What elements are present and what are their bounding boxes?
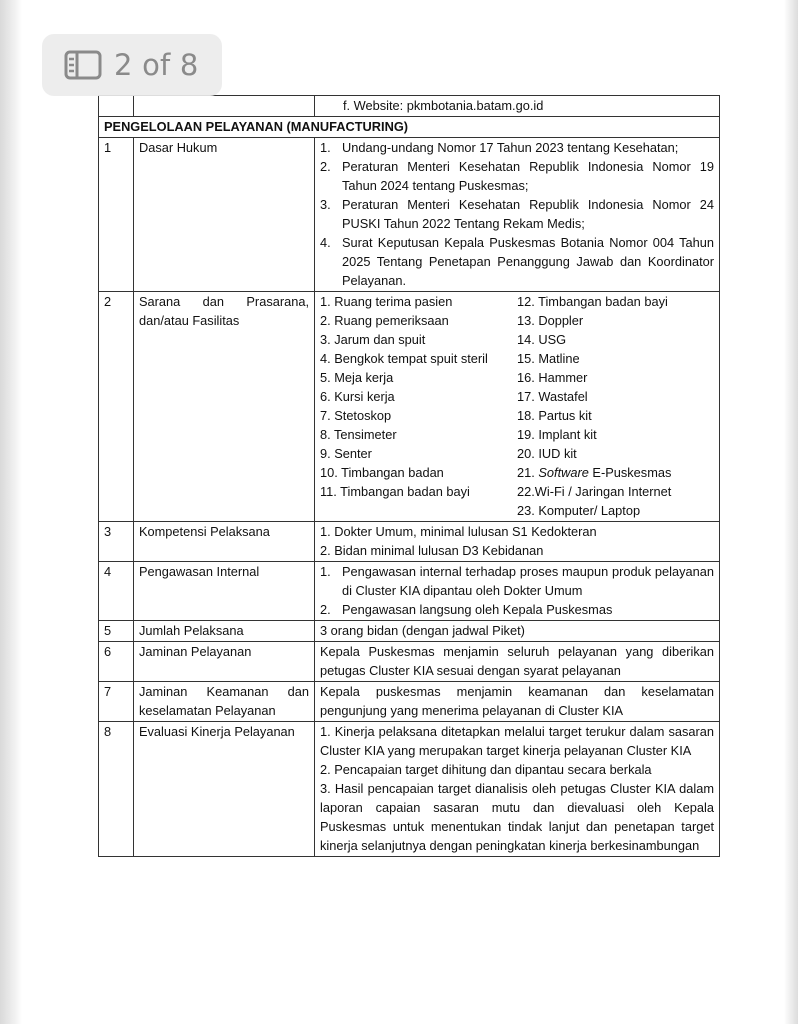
list-item: 1. Ruang terima pasien bbox=[320, 294, 453, 309]
list-item: 7. Stetoskop bbox=[320, 408, 392, 423]
row-number: 2 bbox=[99, 292, 134, 522]
list-item: 3. Peraturan Menteri Kesehatan Republik Indonesia Nomor 24 PUSKI Tahun 2022 Tentang Rekam Medis; bbox=[320, 197, 714, 231]
list-item bbox=[320, 501, 517, 520]
legal-basis-list bbox=[320, 138, 714, 290]
section-header-row bbox=[99, 117, 720, 138]
list-item: 23. Komputer/ Laptop bbox=[517, 503, 641, 518]
row-number: 3 bbox=[99, 522, 134, 562]
service-standard-table bbox=[98, 95, 720, 857]
row-number: 5 bbox=[99, 621, 134, 642]
list-item: 14. USG bbox=[517, 332, 567, 347]
row-label: Pengawasan Internal bbox=[134, 562, 315, 621]
row-content: Kepala Puskesmas menjamin seluruh pelayanan yang diberikan petugas Cluster KIA sesuai dengan syarat pelayanan bbox=[315, 642, 720, 682]
supervision-list bbox=[320, 562, 714, 619]
viewer-right-edge bbox=[784, 0, 798, 1024]
list-item: 1. Dokter Umum, minimal lulusan S1 Kedokteran bbox=[320, 524, 597, 539]
row-label: Kompetensi Pelaksana bbox=[134, 522, 315, 562]
row-content bbox=[315, 562, 720, 621]
list-item: 9. Senter bbox=[320, 446, 372, 461]
list-item: 2. Pencapaian target dihitung dan dipantau secara berkala bbox=[320, 762, 652, 777]
list-item: 8. Tensimeter bbox=[320, 427, 397, 442]
list-item: 2. Peraturan Menteri Kesehatan Republik Indonesia Nomor 19 Tahun 2024 tentang Puskesmas; bbox=[320, 159, 714, 193]
list-item: 4. Bengkok tempat spuit steril bbox=[320, 351, 488, 366]
row-number: 4 bbox=[99, 562, 134, 621]
row-label: Evaluasi Kinerja Pelayanan bbox=[134, 722, 315, 857]
row-content bbox=[315, 522, 720, 562]
list-item: 11. Timbangan badan bayi bbox=[320, 484, 470, 499]
table-row bbox=[99, 682, 720, 722]
list-item: 2. Ruang pemeriksaan bbox=[320, 313, 449, 328]
table-row bbox=[99, 562, 720, 621]
list-item: 3. Hasil pencapaian target dianalisis oleh petugas Cluster KIA dalam laporan capaian sasaran mutu dan dievaluasi oleh Kepala Puskesmas untuk menentukan tindak lanjut dan penetapan target kinerja selanjutnya dengan peningkatan kinerja berkesinambungan bbox=[320, 781, 714, 853]
viewer-left-edge bbox=[0, 0, 22, 1024]
list-item: 19. Implant kit bbox=[517, 427, 597, 442]
list-item: 18. Partus kit bbox=[517, 408, 592, 423]
table-row bbox=[99, 621, 720, 642]
list-item: 1. Undang-undang Nomor 17 Tahun 2023 tentang Kesehatan; bbox=[320, 140, 679, 155]
row-label: Dasar Hukum bbox=[134, 138, 315, 292]
list-item: 2. Pengawasan langsung oleh Kepala Puskesmas bbox=[320, 602, 613, 617]
table-row bbox=[99, 292, 720, 522]
list-item: 21. Software E-Puskesmas bbox=[517, 465, 672, 480]
table-row bbox=[99, 642, 720, 682]
list-item: 22.Wi-Fi / Jaringan Internet bbox=[517, 484, 672, 499]
row-number: 7 bbox=[99, 682, 134, 722]
row-number: 1 bbox=[99, 138, 134, 292]
list-item: 6. Kursi kerja bbox=[320, 389, 395, 404]
list-item: 12. Timbangan badan bayi bbox=[517, 294, 668, 309]
table-row-website bbox=[99, 96, 720, 117]
row-content bbox=[315, 292, 720, 522]
facilities-grid bbox=[320, 292, 714, 520]
page-indicator-badge[interactable] bbox=[42, 34, 222, 96]
website-cell: f. Website: pkmbotania.batam.go.id bbox=[315, 96, 720, 117]
row-content bbox=[315, 722, 720, 857]
list-item: 4. Surat Keputusan Kepala Puskesmas Botania Nomor 004 Tahun 2025 Tentang Penetapan Penanggung Jawab dan Koordinator Pelayanan. bbox=[320, 235, 714, 288]
page-indicator-text: 2 of 8 bbox=[114, 48, 199, 82]
row-number: 8 bbox=[99, 722, 134, 857]
section-header: PENGELOLAAN PELAYANAN (MANUFACTURING) bbox=[99, 117, 720, 138]
list-item: 17. Wastafel bbox=[517, 389, 588, 404]
table-row bbox=[99, 138, 720, 292]
list-item: 10. Timbangan badan bbox=[320, 465, 444, 480]
table-row bbox=[99, 722, 720, 857]
sidebar-panel-icon[interactable] bbox=[64, 50, 102, 80]
row-content bbox=[315, 138, 720, 292]
list-item: 5. Meja kerja bbox=[320, 370, 394, 385]
table-row bbox=[99, 522, 720, 562]
list-item: 15. Matline bbox=[517, 351, 580, 366]
list-item: 3. Jarum dan spuit bbox=[320, 332, 426, 347]
row-number: 6 bbox=[99, 642, 134, 682]
row-label: Jaminan Keamanan dan keselamatan Pelayanan bbox=[134, 682, 315, 722]
row-label: Jaminan Pelayanan bbox=[134, 642, 315, 682]
list-item: 13. Doppler bbox=[517, 313, 584, 328]
list-item: 2. Bidan minimal lulusan D3 Kebidanan bbox=[320, 543, 544, 558]
row-content: 3 orang bidan (dengan jadwal Piket) bbox=[315, 621, 720, 642]
row-label: Jumlah Pelaksana bbox=[134, 621, 315, 642]
list-item: 1. Pengawasan internal terhadap proses maupun produk pelayanan di Cluster KIA dipantau oleh Dokter Umum bbox=[320, 564, 714, 598]
row-content: Kepala puskesmas menjamin keamanan dan keselamatan pengunjung yang menerima pelayanan di Cluster KIA bbox=[315, 682, 720, 722]
list-item: 20. IUD kit bbox=[517, 446, 577, 461]
list-item: 16. Hammer bbox=[517, 370, 588, 385]
row-label: Sarana dan Prasarana, dan/atau Fasilitas bbox=[134, 292, 315, 522]
list-item: 1. Kinerja pelaksana ditetapkan melalui target terukur dalam sasaran Cluster KIA yang merupakan target kinerja pelayanan Cluster KIA bbox=[320, 724, 714, 758]
